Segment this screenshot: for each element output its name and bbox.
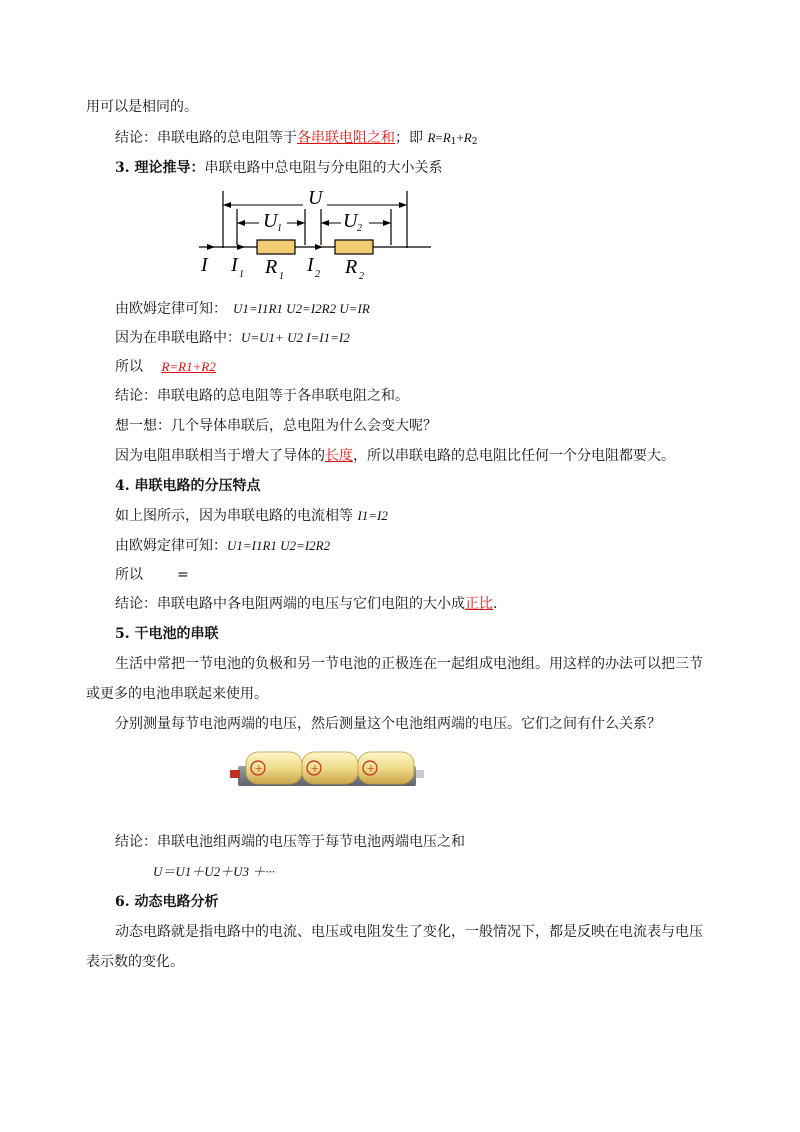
resistor-R2 — [335, 240, 373, 254]
paragraph-line: 表示数的变化。 — [86, 954, 184, 970]
label-U2-sub: 2 — [357, 223, 362, 234]
label-I2: I — [307, 254, 314, 276]
equal-current-line: 如上图所示，因为串联电路的电流相等 I1=I2 — [115, 508, 388, 524]
section-heading-4: 4. 串联电路的分压特点 — [115, 478, 261, 494]
battery-voltage-formula: U＝U1＋U2＋U3 ＋··· — [153, 864, 276, 879]
svg-text:+: + — [254, 762, 264, 777]
therefore-line: 所以 R=R1+R2 — [115, 359, 216, 375]
svg-text:+: + — [366, 762, 376, 777]
paragraph-line: 动态电路就是指电路中的电流、电压或电阻发生了变化，一般情况下，都是反映在电流表与电压 — [115, 924, 703, 940]
label-R2: R — [345, 256, 358, 278]
paragraph-line: 或更多的电池串联起来使用。 — [86, 686, 268, 702]
formula: U1=I1R1 U2=I2R2 — [227, 538, 331, 553]
label-I: I — [201, 254, 208, 276]
formula: I1=I2 — [357, 508, 388, 523]
ohm-law-line: 由欧姆定律可知： U1=I1R1 U2=I2R2 U=IR — [115, 301, 370, 317]
label-U1: U — [263, 210, 278, 232]
label-U2: U — [343, 210, 358, 232]
paragraph-line: 分别测量每节电池两端的电压，然后测量这个电池组两端的电压。它们之间有什么关系？ — [115, 716, 661, 732]
text-line: 结论：串联电池组两端的电压等于每节电池两端电压之和 — [115, 834, 465, 850]
text-line: 结论：串联电路的总电阻等于各串联电阻之和。 — [115, 388, 409, 404]
battery-pack-image — [228, 748, 428, 790]
text-line: 用可以是相同的。 — [86, 99, 198, 115]
formula: R — [463, 130, 472, 145]
formula: = — [435, 130, 443, 145]
text: ；即 — [395, 130, 428, 146]
formula: U1=I1R1 U2=I2R2 U=IR — [233, 301, 370, 316]
resistor-R1 — [257, 240, 295, 254]
therefore-line-2: 所以 = — [115, 567, 189, 583]
because-series-line: 因为在串联电路中：U=U1+ U2 I=I1=I2 — [115, 330, 350, 346]
section-heading-5: 5. 干电池的串联 — [115, 626, 219, 642]
svg-text:1: 1 — [279, 271, 284, 282]
text: 结论：串联电路的总电阻等于 — [115, 130, 297, 146]
svg-text:2: 2 — [359, 271, 364, 282]
label-R1: R — [265, 256, 278, 278]
label-I1: I — [231, 254, 238, 276]
conclusion-series-resistance — [115, 128, 477, 152]
section-heading-3: 3. 理论推导：串联电路中总电阻与分电阻的大小关系 — [115, 160, 443, 176]
answer-formula: R=R1+R2 — [161, 359, 216, 374]
text-line: 想一想：几个导体串联后，总电阻为什么会变大呢？ — [115, 418, 437, 434]
formula: R — [427, 130, 436, 145]
svg-text:1: 1 — [239, 269, 244, 280]
subscript: 1 — [450, 137, 457, 147]
section-heading-6: 6. 动态电路分析 — [115, 894, 219, 910]
formula: = — [177, 567, 189, 583]
conclusion-proportional: 结论：串联电路中各电阻两端的电压与它们电阻的大小成正比. — [115, 596, 498, 612]
formula: + — [456, 130, 464, 145]
formula: R — [442, 130, 451, 145]
svg-text:2: 2 — [315, 269, 320, 280]
formula: U=U1+ U2 I=I1=I2 — [241, 330, 350, 345]
label-U1-sub: 1 — [277, 223, 282, 234]
series-circuit-diagram — [195, 183, 435, 283]
label-U: U — [308, 187, 323, 209]
ohm-law-line-2: 由欧姆定律可知：U1=I1R1 U2=I2R2 — [115, 538, 331, 554]
svg-text:+: + — [310, 762, 320, 777]
subscript: 2 — [471, 137, 478, 147]
answer-text: 正比 — [465, 596, 493, 612]
answer-text: 长度 — [325, 448, 353, 464]
because-length-line: 因为电阻串联相当于增大了导体的长度，所以串联电路的总电阻比任何一个分电阻都要大。 — [115, 448, 675, 464]
paragraph-line: 生活中常把一节电池的负极和另一节电池的正极连在一起组成电池组。用这样的办法可以把三节 — [115, 656, 703, 672]
answer-text: 各串联电阻之和 — [297, 130, 395, 146]
